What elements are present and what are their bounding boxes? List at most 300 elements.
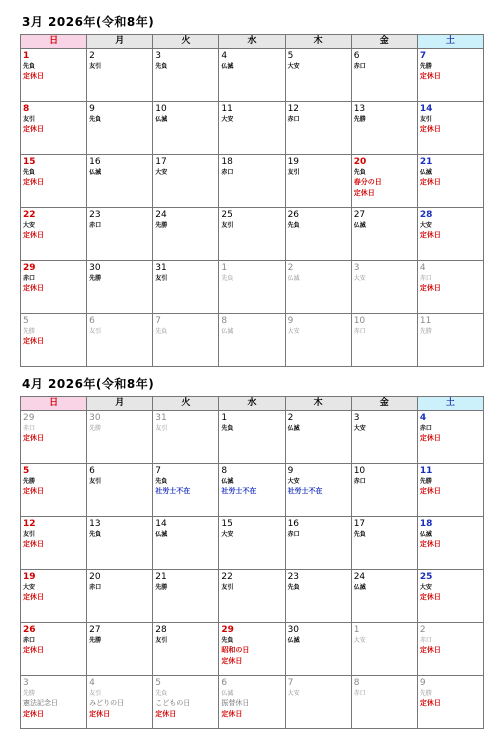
day-number: 4 (89, 678, 95, 688)
day-cell[interactable] (351, 570, 417, 623)
weekday-header-tue: 火 (153, 397, 219, 411)
day-cell[interactable] (219, 570, 285, 623)
rokuyo-label: 友引 (89, 690, 102, 697)
weekday-header-sun: 日 (21, 35, 87, 49)
day-cell[interactable] (21, 411, 87, 464)
day-cell[interactable] (219, 676, 285, 729)
day-cell[interactable] (417, 411, 483, 464)
calendar-body (21, 411, 484, 729)
week-row (21, 464, 484, 517)
rokuyo-label: 大安 (287, 478, 300, 485)
day-cell[interactable] (219, 314, 285, 367)
day-cell[interactable] (351, 208, 417, 261)
day-number: 12 (23, 519, 36, 529)
day-number: 27 (353, 210, 366, 220)
rokuyo-label: 先負 (221, 425, 234, 432)
closed-day-note: 定休日 (23, 231, 44, 239)
rokuyo-label: 友引 (155, 637, 168, 644)
rokuyo-label: 大安 (221, 116, 234, 123)
day-number: 16 (89, 157, 101, 167)
rokuyo-label: 先負 (287, 222, 300, 229)
weekday-header-mon: 月 (87, 35, 153, 49)
day-cell[interactable] (351, 261, 417, 314)
closed-day-note: 定休日 (23, 125, 44, 133)
day-cell[interactable] (219, 49, 285, 102)
week-row (21, 517, 484, 570)
weekday-header-wed: 水 (219, 397, 285, 411)
day-number: 14 (155, 519, 167, 529)
closed-day-note: 定休日 (419, 593, 441, 601)
rokuyo-label: 先負 (89, 531, 102, 538)
day-cell[interactable] (285, 570, 351, 623)
rokuyo-label: 仏滅 (221, 328, 234, 335)
day-cell[interactable] (153, 464, 219, 517)
day-number: 4 (419, 413, 427, 423)
rokuyo-label: 仏滅 (221, 63, 234, 70)
day-cell[interactable] (153, 676, 219, 729)
day-cell[interactable] (351, 676, 417, 729)
day-cell[interactable] (153, 208, 219, 261)
day-cell[interactable] (219, 464, 285, 517)
day-cell[interactable] (87, 623, 153, 676)
rokuyo-label: 先勝 (23, 690, 36, 697)
day-cell[interactable] (417, 102, 483, 155)
day-cell[interactable] (219, 411, 285, 464)
weekday-header-fri: 金 (351, 397, 417, 411)
day-number: 13 (89, 519, 101, 529)
day-number: 11 (419, 466, 433, 476)
rokuyo-label: 大安 (419, 584, 432, 591)
rokuyo-label: 先負 (23, 63, 36, 70)
rokuyo-label: 大安 (23, 222, 36, 229)
day-number: 4 (419, 263, 426, 273)
day-number: 18 (221, 157, 233, 167)
closed-day-note: 定休日 (221, 710, 243, 718)
rokuyo-label: 先負 (89, 116, 102, 123)
rokuyo-label: 赤口 (353, 478, 366, 485)
day-number: 3 (353, 413, 360, 423)
day-cell[interactable] (153, 623, 219, 676)
closed-day-note: 定休日 (221, 657, 243, 665)
closed-day-note: 春分の日 (353, 178, 382, 186)
day-number: 20 (353, 157, 367, 167)
day-cell[interactable] (153, 155, 219, 208)
day-number: 1 (353, 625, 360, 635)
holiday-name: みどりの日 (89, 699, 125, 707)
rokuyo-label: 先負 (353, 531, 366, 538)
day-cell[interactable] (21, 102, 87, 155)
day-cell[interactable] (153, 570, 219, 623)
rokuyo-label: 先負 (155, 328, 168, 335)
week-row (21, 155, 484, 208)
rokuyo-label: 赤口 (89, 584, 102, 591)
day-cell[interactable] (285, 208, 351, 261)
rokuyo-label: 仏滅 (287, 637, 300, 644)
day-number: 11 (419, 316, 432, 326)
rokuyo-label: 仏滅 (287, 425, 300, 432)
rokuyo-label: 先負 (155, 63, 168, 70)
day-number: 13 (353, 104, 366, 114)
day-cell[interactable] (285, 411, 351, 464)
day-cell[interactable] (219, 261, 285, 314)
day-number: 19 (23, 572, 36, 582)
rokuyo-label: 仏滅 (419, 169, 432, 176)
closed-day-note: 定休日 (23, 540, 44, 548)
day-number: 29 (23, 413, 35, 423)
day-cell[interactable] (285, 155, 351, 208)
month-title: 3月 2026年(令和8年) (22, 15, 155, 29)
rokuyo-label: 先負 (155, 690, 168, 697)
closed-day-note: 定休日 (23, 72, 44, 80)
rokuyo-label: 先勝 (23, 478, 36, 485)
day-number: 3 (353, 263, 360, 273)
rokuyo-label: 先負 (23, 169, 36, 176)
day-number: 15 (221, 519, 233, 529)
day-number: 11 (221, 104, 233, 114)
rokuyo-label: 大安 (419, 222, 432, 229)
rokuyo-label: 仏滅 (353, 584, 366, 591)
day-number: 3 (155, 51, 162, 61)
day-cell[interactable] (351, 623, 417, 676)
day-number: 26 (287, 210, 300, 220)
day-number: 29 (221, 625, 234, 635)
closed-day-note: 定休日 (419, 646, 441, 654)
closed-day-note: 定休日 (23, 710, 44, 718)
day-number: 30 (89, 413, 101, 423)
rokuyo-label: 先勝 (419, 328, 432, 335)
rokuyo-label: 仏滅 (221, 690, 234, 697)
day-number: 31 (155, 263, 167, 273)
day-cell[interactable] (219, 102, 285, 155)
day-cell[interactable] (285, 261, 351, 314)
rokuyo-label: 赤口 (221, 169, 234, 176)
day-cell[interactable] (351, 411, 417, 464)
day-number: 8 (221, 316, 228, 326)
day-cell[interactable] (87, 411, 153, 464)
rokuyo-label: 仏滅 (287, 275, 300, 282)
rokuyo-label: 大安 (353, 275, 366, 282)
month-march (20, 10, 484, 367)
holiday-name: 憲法記念日 (23, 699, 58, 707)
day-cell[interactable] (21, 464, 87, 517)
day-cell[interactable] (351, 49, 417, 102)
day-cell[interactable] (351, 155, 417, 208)
rokuyo-label: 大安 (221, 531, 234, 538)
day-cell[interactable] (21, 49, 87, 102)
day-number: 22 (23, 210, 36, 220)
closed-day-note: 定休日 (353, 189, 375, 197)
rokuyo-label: 仏滅 (221, 478, 234, 485)
rokuyo-label: 仏滅 (155, 116, 168, 123)
rokuyo-label: 赤口 (23, 425, 36, 432)
month-april (20, 372, 484, 729)
weekday-header-sun: 日 (21, 397, 87, 411)
day-cell[interactable] (219, 155, 285, 208)
rokuyo-label: 大安 (353, 425, 366, 432)
day-cell[interactable] (417, 570, 483, 623)
rokuyo-label: 先負 (155, 478, 168, 485)
week-row (21, 49, 484, 102)
day-number: 29 (23, 263, 36, 273)
rokuyo-label: 先勝 (23, 328, 36, 335)
day-cell[interactable] (87, 155, 153, 208)
day-cell[interactable] (21, 623, 87, 676)
day-number: 22 (221, 572, 233, 582)
rokuyo-label: 友引 (89, 328, 102, 335)
day-cell[interactable] (285, 623, 351, 676)
rokuyo-label: 仏滅 (89, 169, 102, 176)
day-cell[interactable] (417, 623, 483, 676)
day-cell[interactable] (417, 676, 483, 729)
rokuyo-label: 友引 (89, 478, 102, 485)
day-number: 10 (155, 104, 167, 114)
day-cell[interactable] (351, 102, 417, 155)
day-number: 8 (353, 678, 360, 688)
rokuyo-label: 先勝 (89, 275, 102, 282)
staff-absence-note: 社労士不在 (287, 487, 323, 495)
rokuyo-label: 友引 (287, 169, 300, 176)
weekday-header-wed: 水 (219, 35, 285, 49)
day-number: 2 (287, 263, 294, 273)
day-cell[interactable] (285, 314, 351, 367)
day-number: 9 (287, 466, 294, 476)
day-number: 14 (419, 104, 433, 114)
rokuyo-label: 先勝 (419, 478, 432, 485)
day-number: 18 (419, 519, 433, 529)
day-cell[interactable] (219, 623, 285, 676)
day-cell[interactable] (351, 314, 417, 367)
rokuyo-label: 仏滅 (353, 222, 366, 229)
rokuyo-label: 赤口 (353, 328, 366, 335)
day-cell[interactable] (21, 676, 87, 729)
day-cell[interactable] (21, 314, 87, 367)
day-cell[interactable] (87, 261, 153, 314)
day-number: 7 (419, 51, 427, 61)
day-number: 16 (287, 519, 300, 529)
weekday-header-thu: 木 (285, 397, 351, 411)
weekday-header-sat: 土 (417, 35, 483, 49)
rokuyo-label: 先勝 (89, 637, 102, 644)
closed-day-note: 定休日 (23, 434, 44, 442)
day-number: 30 (287, 625, 300, 635)
rokuyo-label: 赤口 (23, 275, 36, 282)
closed-day-note: 定休日 (419, 125, 441, 133)
month-title: 4月 2026年(令和8年) (22, 377, 155, 391)
weekday-header-mon: 月 (87, 397, 153, 411)
closed-day-note: 定休日 (155, 710, 177, 718)
rokuyo-label: 仏滅 (155, 531, 168, 538)
rokuyo-label: 先負 (221, 637, 234, 644)
closed-day-note: 定休日 (23, 337, 44, 345)
day-cell[interactable] (417, 49, 483, 102)
day-cell[interactable] (417, 155, 483, 208)
closed-day-note: 昭和の日 (221, 646, 250, 654)
staff-absence-note: 社労士不在 (155, 487, 191, 495)
day-cell[interactable] (417, 314, 483, 367)
day-cell[interactable] (87, 517, 153, 570)
day-cell[interactable] (87, 102, 153, 155)
day-cell[interactable] (219, 517, 285, 570)
day-cell[interactable] (285, 102, 351, 155)
week-row (21, 261, 484, 314)
closed-day-note: 定休日 (23, 593, 44, 601)
rokuyo-label: 先勝 (353, 116, 366, 123)
day-cell[interactable] (285, 49, 351, 102)
rokuyo-label: 赤口 (89, 222, 102, 229)
rokuyo-label: 大安 (287, 63, 300, 70)
day-number: 21 (419, 157, 433, 167)
rokuyo-label: 大安 (23, 584, 36, 591)
day-number: 6 (353, 51, 360, 61)
rokuyo-label: 赤口 (287, 531, 300, 538)
day-cell[interactable] (417, 464, 483, 517)
day-cell[interactable] (21, 155, 87, 208)
day-cell[interactable] (153, 49, 219, 102)
day-number: 19 (287, 157, 300, 167)
day-cell[interactable] (87, 676, 153, 729)
rokuyo-label: 先負 (221, 275, 234, 282)
day-number: 1 (221, 263, 228, 273)
day-number: 28 (155, 625, 167, 635)
rokuyo-label: 友引 (155, 425, 168, 432)
day-number: 7 (287, 678, 294, 688)
day-cell[interactable] (285, 517, 351, 570)
day-number: 5 (23, 316, 29, 326)
day-number: 28 (419, 210, 433, 220)
day-number: 3 (23, 678, 29, 688)
rokuyo-label: 友引 (419, 116, 432, 123)
rokuyo-label: 仏滅 (419, 531, 432, 538)
closed-day-note: 定休日 (419, 231, 441, 239)
rokuyo-label: 赤口 (419, 425, 432, 432)
day-number: 8 (221, 466, 228, 476)
rokuyo-label: 友引 (155, 275, 168, 282)
week-row (21, 676, 484, 729)
closed-day-note: 定休日 (419, 178, 441, 186)
day-number: 6 (89, 316, 95, 326)
closed-day-note: 定休日 (23, 178, 44, 186)
calendar-grid (20, 396, 484, 729)
day-number: 5 (287, 51, 294, 61)
rokuyo-label: 先勝 (419, 690, 432, 697)
day-cell[interactable] (87, 464, 153, 517)
day-cell[interactable] (417, 261, 483, 314)
staff-absence-note: 社労士不在 (221, 487, 257, 495)
day-cell[interactable] (351, 517, 417, 570)
day-cell[interactable] (153, 411, 219, 464)
day-cell[interactable] (351, 464, 417, 517)
closed-day-note: 定休日 (419, 284, 441, 292)
weekday-header-fri: 金 (351, 35, 417, 49)
weekday-header-tue: 火 (153, 35, 219, 49)
closed-day-note: 定休日 (23, 646, 44, 654)
day-number: 7 (155, 466, 162, 476)
day-cell[interactable] (21, 517, 87, 570)
weekday-header-sat: 土 (417, 397, 483, 411)
rokuyo-label: 友引 (221, 584, 234, 591)
closed-day-note: 定休日 (89, 710, 111, 718)
day-cell[interactable] (285, 464, 351, 517)
day-number: 17 (155, 157, 167, 167)
rokuyo-label: 先負 (287, 584, 300, 591)
day-cell[interactable] (87, 208, 153, 261)
rokuyo-label: 先勝 (89, 425, 102, 432)
day-number: 23 (287, 572, 300, 582)
rokuyo-label: 赤口 (23, 637, 36, 644)
day-number: 12 (287, 104, 300, 114)
day-cell[interactable] (153, 517, 219, 570)
day-cell[interactable] (417, 517, 483, 570)
week-row (21, 314, 484, 367)
day-cell[interactable] (21, 570, 87, 623)
day-cell[interactable] (87, 570, 153, 623)
calendar-grid (20, 34, 484, 367)
day-number: 24 (353, 572, 366, 582)
closed-day-note: 定休日 (23, 487, 44, 495)
day-cell[interactable] (153, 261, 219, 314)
day-number: 9 (287, 316, 294, 326)
day-cell[interactable] (87, 314, 153, 367)
day-number: 20 (89, 572, 101, 582)
day-cell[interactable] (153, 314, 219, 367)
day-number: 6 (221, 678, 228, 688)
day-number: 24 (155, 210, 167, 220)
day-cell[interactable] (285, 676, 351, 729)
rokuyo-label: 大安 (353, 637, 366, 644)
closed-day-note: 定休日 (419, 72, 441, 80)
day-number: 30 (89, 263, 101, 273)
week-row (21, 623, 484, 676)
day-cell[interactable] (153, 102, 219, 155)
holiday-name: こどもの日 (155, 699, 191, 707)
day-number: 10 (353, 316, 366, 326)
day-number: 23 (89, 210, 101, 220)
rokuyo-label: 大安 (287, 328, 300, 335)
closed-day-note: 定休日 (419, 540, 441, 548)
rokuyo-label: 友引 (221, 222, 234, 229)
week-row (21, 208, 484, 261)
day-cell[interactable] (21, 208, 87, 261)
calendar-body (21, 49, 484, 367)
rokuyo-label: 赤口 (287, 116, 300, 123)
day-cell[interactable] (21, 261, 87, 314)
day-cell[interactable] (87, 49, 153, 102)
day-number: 9 (419, 678, 426, 688)
day-number: 2 (287, 413, 294, 423)
rokuyo-label: 大安 (287, 690, 300, 697)
day-number: 26 (23, 625, 36, 635)
rokuyo-label: 先勝 (155, 222, 168, 229)
week-row (21, 102, 484, 155)
day-cell[interactable] (219, 208, 285, 261)
day-cell[interactable] (417, 208, 483, 261)
rokuyo-label: 先勝 (155, 584, 168, 591)
week-row (21, 411, 484, 464)
day-number: 5 (155, 678, 162, 688)
day-number: 7 (155, 316, 162, 326)
closed-day-note: 定休日 (419, 699, 441, 707)
day-number: 25 (419, 572, 433, 582)
day-number: 31 (155, 413, 167, 423)
day-number: 1 (221, 413, 228, 423)
rokuyo-label: 友引 (89, 63, 102, 70)
closed-day-note: 定休日 (23, 284, 44, 292)
day-number: 10 (353, 466, 366, 476)
rokuyo-label: 大安 (155, 169, 168, 176)
day-number: 6 (89, 466, 95, 476)
day-number: 25 (221, 210, 233, 220)
day-number: 27 (89, 625, 101, 635)
